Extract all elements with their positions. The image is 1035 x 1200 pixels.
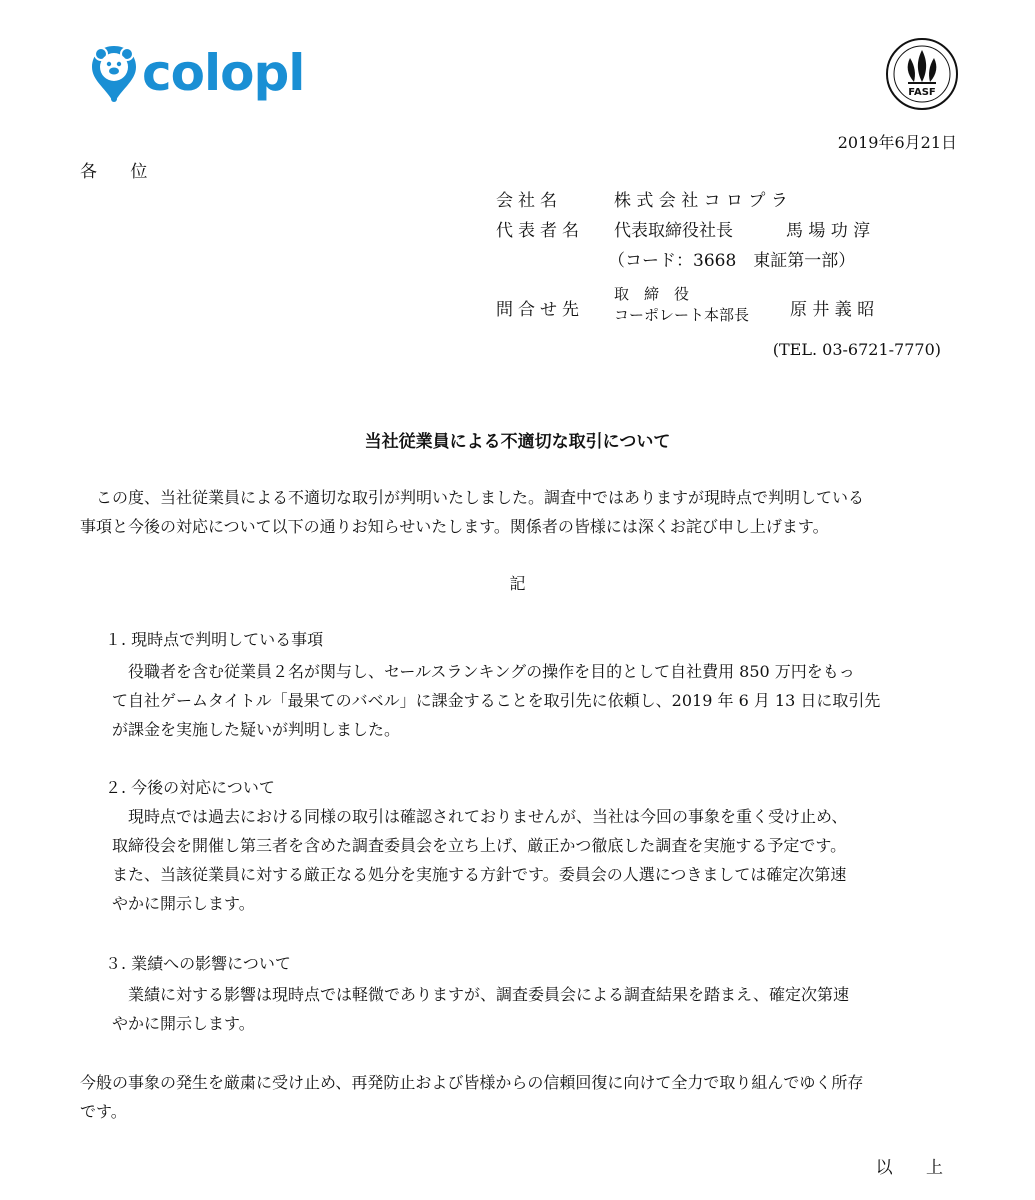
logo-text: colopl (142, 44, 305, 102)
document-title: 当社従業員による不適切な取引について (364, 432, 671, 452)
addressee: 各 位 (80, 162, 162, 182)
section-3-body (112, 980, 849, 1038)
intro-line: 事項と今後の対応について以下の通りお知らせいたします。関係者の皆様には深くお詫び申し上げます。 (80, 517, 829, 536)
section-line: やかに開示します。 (112, 894, 255, 913)
section-2-heading: ２. 今後の対応について (105, 778, 275, 797)
section-line: が課金を実施した疑いが判明しました。 (112, 720, 401, 739)
section-2-body (112, 802, 847, 918)
contact-title-1: 取 締 役 (614, 285, 690, 303)
contact-name: 原 井 義 昭 (790, 300, 875, 320)
closing-paragraph (80, 1068, 863, 1126)
closing-line: 今般の事象の発生を厳粛に受け止め、再発防止および皆様からの信頼回復に向けて全力で取り組んでゆく所存 (80, 1073, 864, 1092)
section-line: 業績に対する影響は現時点では軽微でありますが、調査委員会による調査結果を踏まえ、確定次第速 (112, 985, 849, 1004)
section-line: て自社ゲームタイトル「最果てのバベル」に課金することを取引先に依頼し、2019 年 6 月 13 日に取引先 (112, 691, 881, 710)
closing-line: です。 (80, 1102, 127, 1121)
fasf-seal-icon (884, 36, 960, 112)
section-line: やかに開示します。 (112, 1014, 255, 1033)
stock-code: （コード：3668 東証第一部） (608, 251, 856, 271)
contact-tel: (TEL. 03-6721-7770) (772, 340, 941, 359)
rep-name: 馬 場 功 淳 (786, 221, 871, 241)
fasf-seal (884, 36, 960, 112)
contact-title-2: コーポレート本部長 (614, 306, 750, 324)
section-line: 取締役会を開催し第三者を含めた調査委員会を立ち上げ、厳正かつ徹底した調査を実施する予定です。 (112, 836, 847, 855)
section-line: また、当該従業員に対する厳正なる処分を実施する方針です。委員会の人選につきましては確定次第速 (112, 865, 847, 884)
rep-title: 代表取締役社長 (614, 221, 733, 241)
section-1-body (112, 657, 880, 744)
company-value: 株 式 会 社 コ ロ プ ラ (614, 191, 788, 211)
intro-line: この度、当社従業員による不適切な取引が判明いたしました。調査中ではありますが現時点で判明している (80, 488, 865, 507)
contact-label: 問合せ先 (496, 300, 584, 320)
document-date: 2019年6月21日 (837, 133, 957, 152)
seal-label: FASF (908, 87, 936, 98)
section-3-heading: ３. 業績への影響について (105, 954, 291, 973)
intro-paragraph (80, 483, 864, 541)
ijo-end-marker: 以 上 (875, 1158, 957, 1178)
colopl-logo (90, 44, 304, 102)
colopl-bear-pin-icon (90, 44, 138, 102)
section-line: 役職者を含む従業員２名が関与し、セールスランキングの操作を目的として自社費用 850 万円をもっ (112, 662, 855, 681)
section-line: 現時点では過去における同様の取引は確認されておりませんが、当社は今回の事象を重く受け止め、 (112, 807, 848, 826)
rep-label: 代表者名 (496, 221, 584, 241)
ki-marker: 記 (509, 574, 526, 593)
company-label: 会社名 (496, 191, 562, 211)
section-1-heading: １. 現時点で判明している事項 (105, 630, 324, 649)
